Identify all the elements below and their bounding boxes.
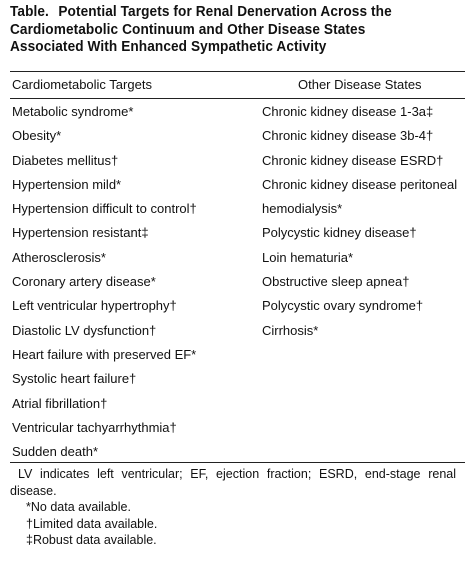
robust-data-note: ‡Robust data available. [26, 533, 157, 547]
list-item: Chronic kidney disease 1-3a‡ [262, 104, 434, 119]
list-item: Chronic kidney disease 3b-4† [262, 128, 434, 144]
list-item: Heart failure with preserved EF* [12, 346, 197, 362]
list-item: Polycystic ovary syndrome† [262, 298, 424, 314]
list-item: Left ventricular hypertrophy† [12, 298, 177, 314]
table-label: Table. [10, 4, 49, 20]
header-other-disease: Other Disease States [298, 77, 422, 92]
list-item: Metabolic syndrome* [12, 104, 134, 119]
top-rule [10, 71, 465, 72]
no-data-note: *No data available. [26, 500, 131, 514]
list-item: Cirrhosis* [262, 322, 319, 338]
list-item: Hypertension resistant‡ [12, 225, 149, 241]
abbreviations-note: LV indicates left ventricular; EF, ejection fraction; ESRD, end-stage renal disease. [10, 467, 456, 498]
table-footnotes [10, 466, 456, 549]
list-item: Coronary artery disease* [12, 274, 156, 290]
list-item: Diabetes mellitus† [12, 152, 119, 168]
list-item: Atherosclerosis* [12, 249, 106, 265]
list-item: Hypertension difficult to control† [12, 201, 197, 217]
list-item: Chronic kidney disease ESRD† [262, 152, 444, 168]
other-disease-column [262, 104, 457, 347]
list-item: Hypertension mild* [12, 176, 122, 192]
table-title [10, 4, 438, 57]
list-item: Atrial fibrillation† [12, 395, 108, 411]
header-rule [10, 98, 465, 99]
list-item: Sudden death* [12, 444, 99, 460]
header-cardiometabolic: Cardiometabolic Targets [12, 77, 152, 92]
list-item: Obesity* [12, 128, 62, 144]
list-item: hemodialysis* [262, 201, 343, 217]
list-item: Chronic kidney disease peritoneal [262, 176, 458, 192]
list-item: Ventricular tachyarrhythmia† [12, 419, 177, 435]
limited-data-note: †Limited data available. [26, 516, 158, 531]
list-item: Loin hematuria* [262, 249, 354, 265]
table-caption: Potential Targets for Renal Denervation Across the Cardiometabolic Continuum and Other Disease States Associated With Enhanced Sympathetic Activity [10, 4, 392, 55]
list-item: Polycystic kidney disease† [262, 225, 417, 241]
list-item: Diastolic LV dysfunction† [12, 322, 157, 338]
list-item: Systolic heart failure† [12, 371, 137, 387]
cardiometabolic-column [12, 104, 197, 468]
list-item: Obstructive sleep apnea† [262, 274, 410, 290]
bottom-rule [10, 462, 465, 463]
